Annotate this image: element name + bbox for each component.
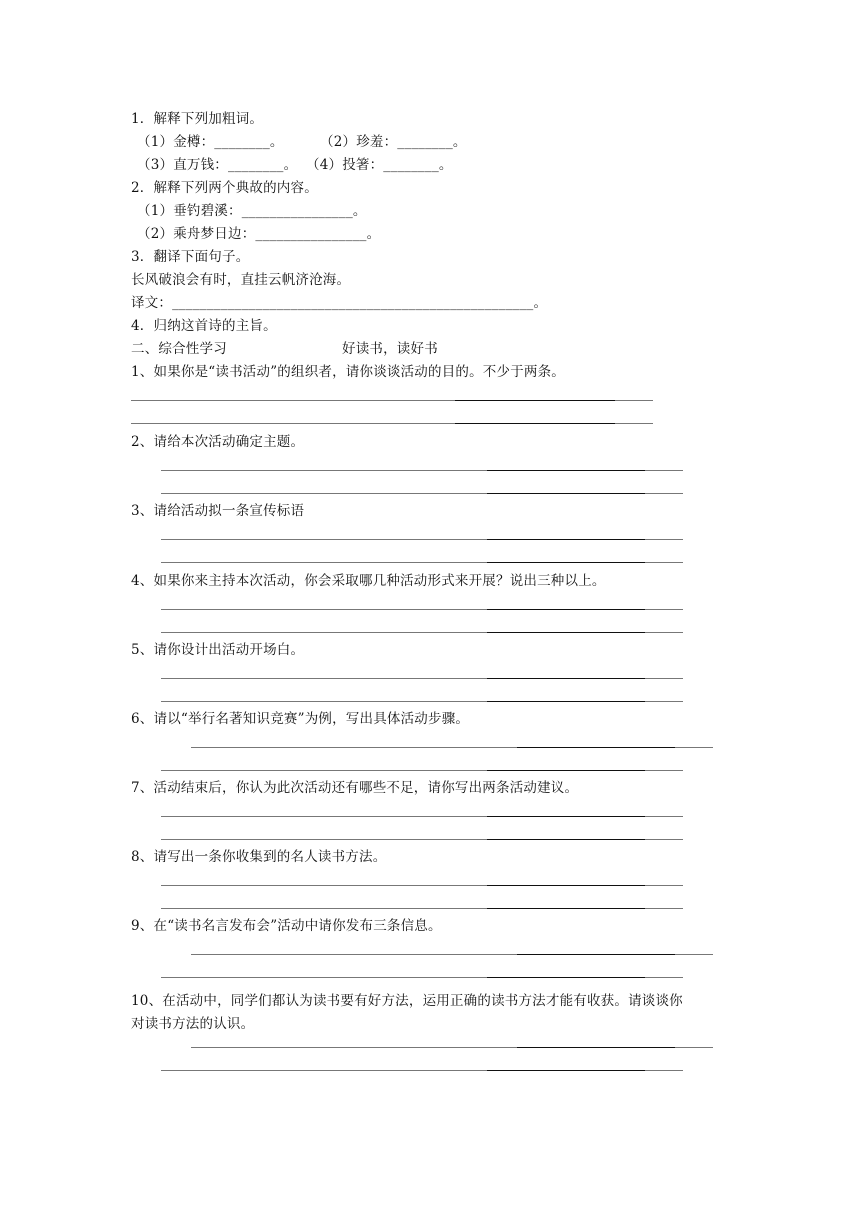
question-4: 4．归纳这首诗的主旨。 [131,318,277,334]
answer-line-overlay [517,954,675,955]
answer-line-overlay [487,470,645,471]
answer-line-overlay [487,839,645,840]
q1-item-1: （1）金樽：________。 [137,134,284,150]
question-1: 1．解释下列加粗词。 [131,111,264,127]
activity-question-4: 4、如果你来主持本次活动，你会采取哪几种活动形式来开展？说出三种以上。 [131,573,606,589]
answer-line-overlay [487,977,645,978]
answer-line-overlay [487,816,645,817]
activity-question-9: 9、在“读书名言发布会”活动中请你发布三条信息。 [131,918,442,934]
answer-line-overlay [517,747,675,748]
activity-question-8: 8、请写出一条你收集到的名人读书方法。 [131,849,387,865]
answer-line-overlay [487,908,645,909]
q2-item-1: （1）垂钓碧溪：________________。 [137,203,367,219]
activity-question-5: 5、请你设计出活动开场白。 [131,642,305,658]
activity-question-10-cont: 对读书方法的认识。 [131,1016,255,1032]
activity-question-10: 10、在活动中，同学们都认为读书要有好方法，运用正确的读书方法才能有收获。请谈谈你 [131,993,683,1009]
answer-line-overlay [487,562,645,563]
answer-line-overlay [487,632,645,633]
q3-sentence: 长风破浪会有时，直挂云帆济沧海。 [131,272,351,288]
answer-line-overlay [487,885,645,886]
answer-line-overlay [455,423,615,424]
q1-item-3: （3）直万钱：________。 [137,157,298,173]
q1-item-2: （2）珍羞：________。 [320,134,467,150]
q2-item-2: （2）乘舟梦日边：________________。 [137,226,381,242]
answer-line-overlay [487,609,645,610]
activity-question-3: 3、请给活动拟一条宣传标语 [131,503,305,519]
answer-line-overlay [455,400,615,401]
section-theme: 好读书，读好书 [342,341,438,357]
activity-question-1: 1、如果你是“读书活动”的组织者，请你谈谈活动的目的。不少于两条。 [131,364,565,380]
q3-translation: 译文：____________________________________________________。 [131,295,548,311]
activity-question-2: 2、请给本次活动确定主题。 [131,434,305,450]
answer-line-overlay [487,678,645,679]
q1-item-4: （4）投箸：________。 [306,157,453,173]
answer-line-overlay [487,539,645,540]
activity-question-7: 7、活动结束后，你认为此次活动还有哪些不足，请你写出两条活动建议。 [131,780,579,796]
question-2: 2．解释下列两个典故的内容。 [131,180,318,196]
answer-line-overlay [487,701,645,702]
answer-line-overlay [487,1070,645,1071]
activity-question-6: 6、请以“举行名著知识竞赛”为例，写出具体活动步骤。 [131,711,470,727]
section-label: 二、综合性学习 [131,341,227,357]
answer-line-overlay [487,493,645,494]
question-3: 3．翻译下面句子。 [131,249,250,265]
answer-line-overlay [517,1047,675,1048]
answer-line-overlay [487,770,645,771]
